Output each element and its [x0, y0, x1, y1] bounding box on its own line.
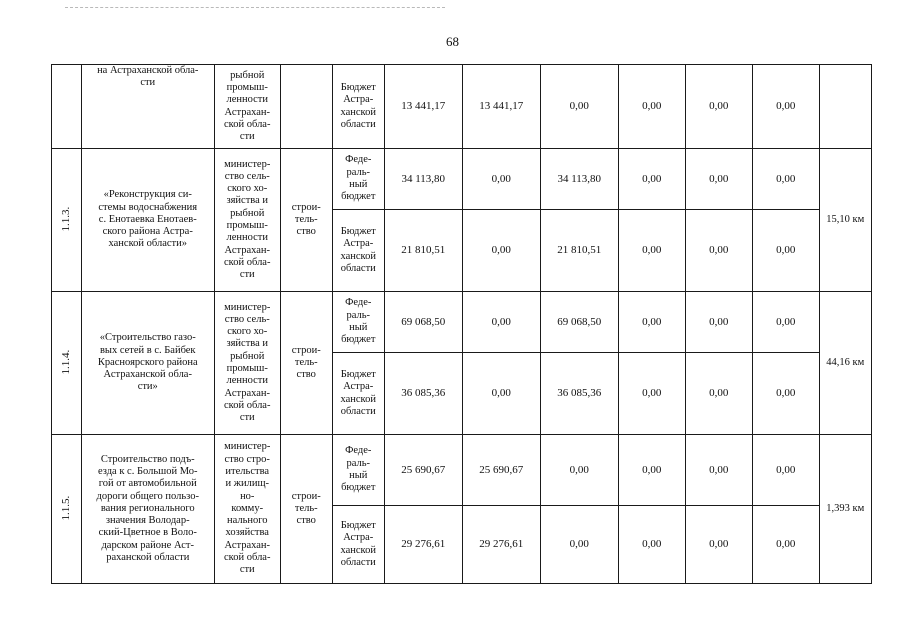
length-cell: 44,16 км	[819, 292, 871, 435]
value-cell: 36 085,36	[384, 353, 462, 435]
value-cell: 0,00	[462, 292, 540, 353]
project-name-cell: «Строительство газо- вых сетей в с. Байбек Красноярского района Астраханской обла- сти»	[81, 292, 214, 435]
value-cell: 0,00	[462, 353, 540, 435]
funding-source-cell: Бюджет Астра- ханской области	[332, 210, 384, 292]
value-cell: 69 068,50	[540, 292, 618, 353]
funding-source-cell: Бюджет Астра- ханской области	[332, 353, 384, 435]
work-type-cell: строи- тель- ство	[280, 292, 332, 435]
value-cell: 34 113,80	[384, 149, 462, 210]
page-number: 68	[446, 34, 459, 49]
work-type-cell: строи- тель- ство	[280, 435, 332, 584]
funding-source-cell: Феде- раль- ный бюджет	[332, 435, 384, 506]
value-cell: 21 810,51	[540, 210, 618, 292]
value-cell: 0,00	[685, 506, 752, 584]
value-cell: 13 441,17	[384, 65, 462, 149]
length-cell	[819, 65, 871, 149]
value-cell: 0,00	[752, 353, 819, 435]
value-cell: 0,00	[752, 210, 819, 292]
organization-cell: рыбной промыш- ленности Астрахан- ской обла- сти	[214, 65, 280, 149]
scan-artifact-line	[65, 7, 445, 8]
table-row	[52, 435, 872, 506]
value-cell: 0,00	[618, 506, 685, 584]
organization-cell: министер- ство сель- ского хо- зяйства и рыбной промыш- ленности Астрахан- ской обла- сти	[214, 149, 280, 292]
value-cell: 21 810,51	[384, 210, 462, 292]
work-type-cell	[280, 65, 332, 149]
value-cell: 0,00	[618, 435, 685, 506]
value-cell: 0,00	[752, 292, 819, 353]
funding-source-cell: Бюджет Астра- ханской области	[332, 65, 384, 149]
project-name-cell: Строительство подъ- езда к с. Большой Мо- гой от автомобильной дороги общего пользо- вания регионального значения Володар- ский-Цветное в Воло- дарском районе Аст- раханской области	[81, 435, 214, 584]
value-cell: 0,00	[752, 65, 819, 149]
value-cell: 25 690,67	[462, 435, 540, 506]
value-cell: 0,00	[685, 353, 752, 435]
project-name-cell: «Реконструкция си- стемы водоснабжения с. Енотаевка Енотаев- ского района Астра- ханской области»	[81, 149, 214, 292]
value-cell: 69 068,50	[384, 292, 462, 353]
item-number-cell	[52, 65, 82, 149]
item-number-cell: 1.1.3.	[52, 149, 82, 292]
table-row	[52, 65, 872, 149]
value-cell: 0,00	[618, 149, 685, 210]
value-cell: 0,00	[540, 506, 618, 584]
item-number-cell: 1.1.4.	[52, 292, 82, 435]
project-name-cell: на Астраханской обла- сти	[81, 65, 214, 149]
value-cell: 0,00	[462, 210, 540, 292]
value-cell: 0,00	[685, 435, 752, 506]
value-cell: 0,00	[685, 65, 752, 149]
value-cell: 25 690,67	[384, 435, 462, 506]
value-cell: 0,00	[618, 292, 685, 353]
value-cell: 34 113,80	[540, 149, 618, 210]
value-cell: 0,00	[462, 149, 540, 210]
value-cell: 0,00	[618, 65, 685, 149]
length-cell: 1,393 км	[819, 435, 871, 584]
value-cell: 0,00	[752, 506, 819, 584]
funding-source-cell: Бюджет Астра- ханской области	[332, 506, 384, 584]
value-cell: 0,00	[685, 292, 752, 353]
item-number-cell: 1.1.5.	[52, 435, 82, 584]
value-cell: 0,00	[618, 353, 685, 435]
value-cell: 0,00	[752, 149, 819, 210]
funding-source-cell: Феде- раль- ный бюджет	[332, 149, 384, 210]
organization-cell: министер- ство сель- ского хо- зяйства и рыбной промыш- ленности Астрахан- ской обла- сти	[214, 292, 280, 435]
value-cell: 36 085,36	[540, 353, 618, 435]
value-cell: 0,00	[618, 210, 685, 292]
work-type-cell: строи- тель- ство	[280, 149, 332, 292]
value-cell: 0,00	[752, 435, 819, 506]
length-cell: 15,10 км	[819, 149, 871, 292]
value-cell: 0,00	[685, 149, 752, 210]
table-row	[52, 149, 872, 210]
value-cell: 0,00	[540, 435, 618, 506]
table-row	[52, 292, 872, 353]
funding-source-cell: Феде- раль- ный бюджет	[332, 292, 384, 353]
value-cell: 0,00	[540, 65, 618, 149]
organization-cell: министер- ство стро- ительства и жилищ- но- комму- нального хозяйства Астрахан- ской обла- сти	[214, 435, 280, 584]
value-cell: 29 276,61	[384, 506, 462, 584]
budget-table	[51, 64, 872, 584]
value-cell: 0,00	[685, 210, 752, 292]
value-cell: 29 276,61	[462, 506, 540, 584]
value-cell: 13 441,17	[462, 65, 540, 149]
